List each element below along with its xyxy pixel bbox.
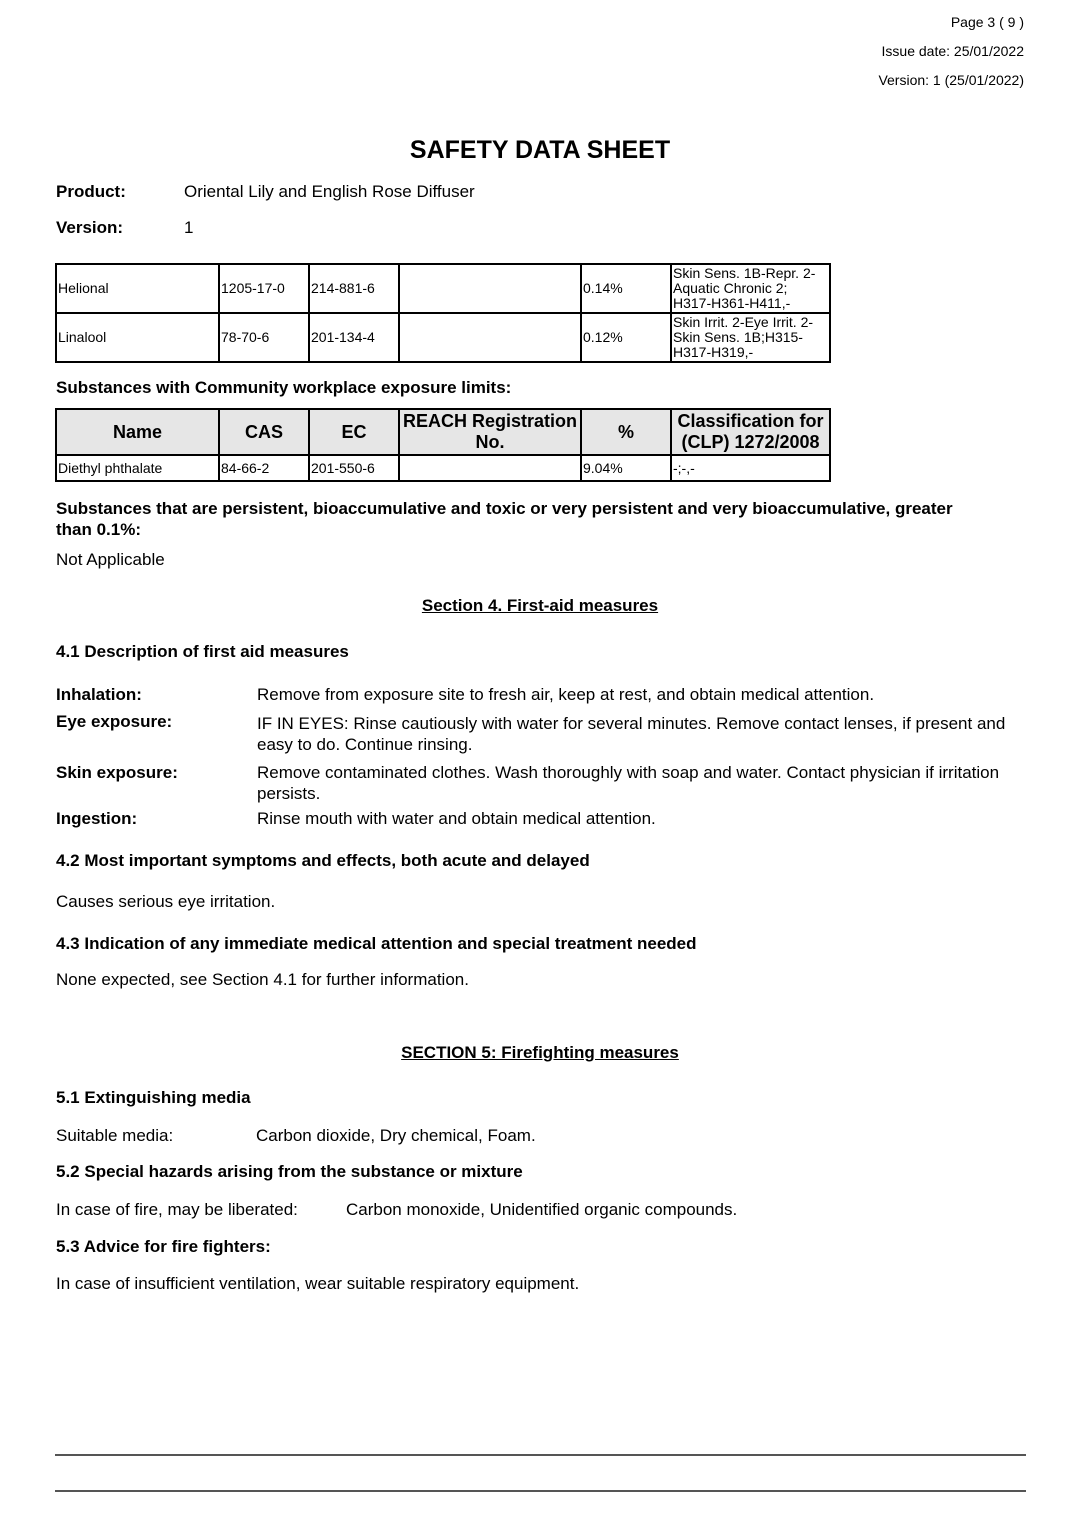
ingredient-name: Linalool — [56, 313, 219, 362]
fire-liberated-value: Carbon monoxide, Unidentified organic compounds. — [346, 1200, 738, 1219]
pbt-value: Not Applicable — [56, 550, 165, 569]
suitable-media-value: Carbon dioxide, Dry chemical, Foam. — [256, 1126, 536, 1145]
version-value: 1 — [184, 218, 194, 237]
section-5-2-heading: 5.2 Special hazards arising from the substance or mixture — [56, 1162, 523, 1181]
table-row — [56, 313, 830, 362]
table-header-row — [56, 409, 830, 455]
ingredients-table — [55, 263, 831, 363]
ingestion-value: Rinse mouth with water and obtain medical attention. — [257, 809, 656, 828]
header-line: (CLP) 1272/2008 — [681, 432, 820, 452]
eye-exposure-value: IF IN EYES: Rinse cautiously with water for several minutes. Remove contact lenses, if present and easy to do. Continue rinsing. — [257, 714, 1006, 754]
substance-name: Diethyl phthalate — [56, 455, 219, 481]
version-date: Version: 1 (25/01/2022) — [878, 72, 1024, 88]
pbt-heading-line: than 0.1%: — [56, 520, 142, 539]
section-5-3-text: In case of insufficient ventilation, wear suitable respiratory equipment. — [56, 1274, 580, 1293]
classification-line: H317-H361-H411,- — [673, 295, 791, 311]
substance-cas: 84-66-2 — [219, 455, 309, 481]
community-limits-table — [55, 408, 831, 482]
section-4-title: Section 4. First-aid measures — [421, 596, 659, 615]
ingredient-ec: 214-881-6 — [309, 264, 399, 313]
footer-divider — [55, 1454, 1026, 1456]
ingestion-label: Ingestion: — [56, 809, 138, 828]
section-4-1-heading: 4.1 Description of first aid measures — [56, 642, 349, 661]
footer-divider — [55, 1490, 1026, 1492]
document-title: SAFETY DATA SHEET — [409, 136, 671, 164]
inhalation-label: Inhalation: — [56, 685, 142, 704]
section-4-2-text: Causes serious eye irritation. — [56, 892, 276, 911]
ingredient-percent: 0.14% — [581, 264, 671, 313]
pbt-heading-line: Substances that are persistent, bioaccumulative and toxic or very persistent and very bioaccumulative, greater — [56, 499, 953, 518]
ingredient-ec: 201-134-4 — [309, 313, 399, 362]
header-line: REACH Registration — [402, 411, 577, 431]
section-5-1-heading: 5.1 Extinguishing media — [56, 1088, 251, 1107]
column-header-ec: EC — [309, 409, 399, 455]
substance-percent: 9.04% — [581, 455, 671, 481]
classification-line: Aquatic Chronic 2; — [673, 280, 788, 296]
section-4-3-text: None expected, see Section 4.1 for further information. — [56, 970, 469, 989]
skin-exposure-label: Skin exposure: — [56, 763, 178, 782]
table-row — [56, 264, 830, 313]
ingredient-reach — [399, 264, 581, 313]
ingredient-name: Helional — [56, 264, 219, 313]
column-header-classification — [671, 409, 830, 455]
ingredient-cas: 1205-17-0 — [219, 264, 309, 313]
ingredient-cas: 78-70-6 — [219, 313, 309, 362]
issue-date: Issue date: 25/01/2022 — [881, 43, 1024, 59]
fire-liberated-label: In case of fire, may be liberated: — [56, 1200, 298, 1219]
inhalation-value: Remove from exposure site to fresh air, keep at rest, and obtain medical attention. — [257, 685, 875, 704]
substance-ec: 201-550-6 — [309, 455, 399, 481]
section-4-3-heading: 4.3 Indication of any immediate medical attention and special treatment needed — [56, 934, 697, 953]
section-5-3-heading: 5.3 Advice for fire fighters: — [56, 1237, 271, 1256]
ingredient-classification — [671, 313, 830, 362]
classification-line: Skin Irrit. 2-Eye Irrit. 2- — [673, 314, 814, 330]
classification-line: Skin Sens. 1B;H315- — [673, 329, 803, 345]
header-line: No. — [475, 432, 505, 452]
version-label: Version: — [56, 218, 124, 237]
product-value: Oriental Lily and English Rose Diffuser — [184, 182, 475, 201]
classification-line: H317-H319,- — [673, 344, 754, 360]
substance-reach — [399, 455, 581, 481]
column-header-reach — [399, 409, 581, 455]
column-header-name: Name — [56, 409, 219, 455]
substance-classification: -;-,- — [671, 455, 830, 481]
eye-exposure-label: Eye exposure: — [56, 712, 173, 731]
section-5-title: SECTION 5: Firefighting measures — [401, 1043, 679, 1062]
column-header-cas: CAS — [219, 409, 309, 455]
community-limits-heading: Substances with Community workplace exposure limits: — [56, 378, 512, 397]
page-number: Page 3 ( 9 ) — [950, 14, 1024, 30]
ingredient-classification — [671, 264, 830, 313]
ingredient-percent: 0.12% — [581, 313, 671, 362]
header-line: Classification for — [677, 411, 824, 431]
table-row — [56, 455, 830, 481]
column-header-percent: % — [581, 409, 671, 455]
ingredient-reach — [399, 313, 581, 362]
suitable-media-label: Suitable media: — [56, 1126, 174, 1145]
section-4-2-heading: 4.2 Most important symptoms and effects, both acute and delayed — [56, 851, 590, 870]
skin-exposure-value: Remove contaminated clothes. Wash thoroughly with soap and water. Contact physician if irritation persists. — [257, 763, 1000, 803]
product-label: Product: — [56, 182, 126, 201]
classification-line: Skin Sens. 1B-Repr. 2- — [673, 265, 816, 281]
pbt-heading — [56, 498, 1031, 540]
